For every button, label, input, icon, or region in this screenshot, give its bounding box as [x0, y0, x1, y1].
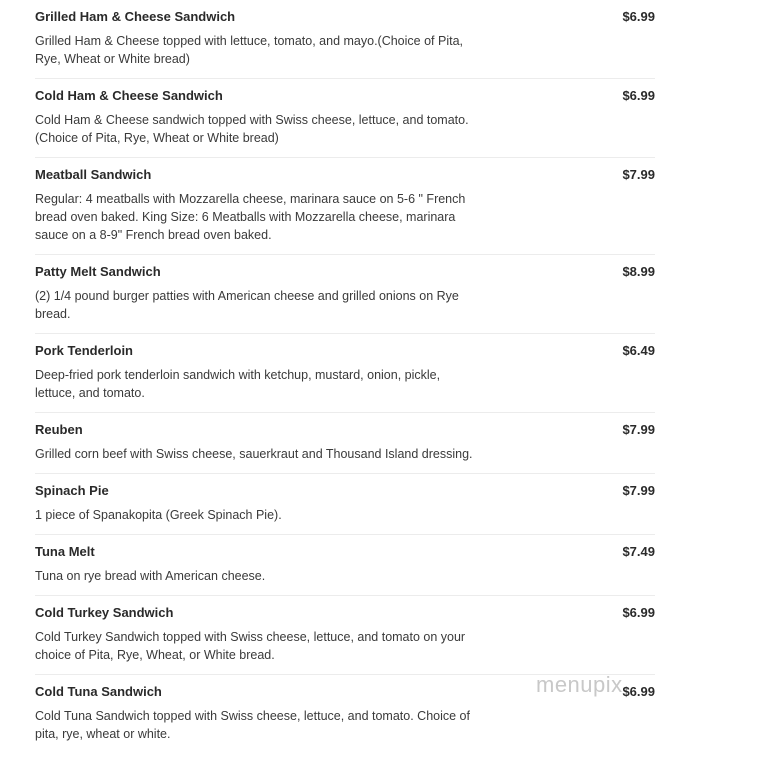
menu-item-header: [35, 167, 655, 185]
menu-item-header: [35, 264, 655, 282]
item-name: Meatball Sandwich: [35, 167, 152, 182]
item-price: $7.99: [622, 483, 655, 498]
item-name: Tuna Melt: [35, 544, 95, 559]
menu-item-header: [35, 343, 655, 361]
item-description: [35, 628, 655, 664]
item-name: Cold Tuna Sandwich: [35, 684, 162, 699]
item-description: [35, 506, 655, 524]
item-name: Reuben: [35, 422, 83, 437]
menu-item-header: [35, 88, 655, 106]
description-line: Deep-fried pork tenderloin sandwich with ketchup, mustard, onion, pickle,: [35, 368, 441, 382]
item-name: Cold Ham & Cheese Sandwich: [35, 88, 223, 103]
item-description: [35, 190, 655, 244]
description-line: lettuce, and tomato.: [35, 386, 145, 400]
description-line: (Choice of Pita, Rye, Wheat or White bread): [35, 131, 279, 145]
item-name: Pork Tenderloin: [35, 343, 133, 358]
item-name: Spinach Pie: [35, 483, 109, 498]
item-price: $6.49: [622, 343, 655, 358]
menu-item: [35, 413, 655, 474]
menu-item-header: [35, 483, 655, 501]
menu-item: [35, 596, 655, 675]
item-price: $6.99: [622, 684, 655, 699]
item-description: [35, 567, 655, 585]
menu-item-header: [35, 605, 655, 623]
description-line: Cold Ham & Cheese sandwich topped with Swiss cheese, lettuce, and tomato.: [35, 113, 469, 127]
item-price: $7.99: [622, 422, 655, 437]
item-price: $7.49: [622, 544, 655, 559]
item-price: $8.99: [622, 264, 655, 279]
description-line: Cold Turkey Sandwich topped with Swiss cheese, lettuce, and tomato on your: [35, 630, 466, 644]
menu-item: [35, 0, 655, 79]
menu-item-header: [35, 544, 655, 562]
description-line: 1 piece of Spanakopita (Greek Spinach Pie).: [35, 508, 282, 522]
menu-item-header: [35, 422, 655, 440]
menu-item: [35, 334, 655, 413]
description-line: Grilled Ham & Cheese topped with lettuce, tomato, and mayo.(Choice of Pita,: [35, 34, 463, 48]
item-price: $6.99: [622, 605, 655, 620]
description-line: Cold Tuna Sandwich topped with Swiss cheese, lettuce, and tomato. Choice of: [35, 709, 470, 723]
item-name: Cold Turkey Sandwich: [35, 605, 174, 620]
watermark-logo: menupix: [536, 672, 623, 697]
description-line: Tuna on rye bread with American cheese.: [35, 569, 266, 583]
item-description: [35, 707, 655, 743]
description-line: Regular: 4 meatballs with Mozzarella cheese, marinara sauce on 5-6 " French: [35, 192, 466, 206]
menu-item: [35, 535, 655, 596]
menu-item: [35, 255, 655, 334]
description-line: choice of Pita, Rye, Wheat, or White bread.: [35, 648, 275, 662]
item-description: [35, 111, 655, 147]
description-line: bread oven baked. King Size: 6 Meatballs with Mozzarella cheese, marinara: [35, 210, 456, 224]
item-description: [35, 366, 655, 402]
item-price: $7.99: [622, 167, 655, 182]
description-line: Rye, Wheat or White bread): [35, 52, 190, 66]
item-name: Grilled Ham & Cheese Sandwich: [35, 9, 236, 24]
item-description: [35, 445, 655, 463]
item-description: [35, 287, 655, 323]
menu-item: [35, 158, 655, 255]
menu-list: [35, 0, 655, 753]
item-price: $6.99: [622, 9, 655, 24]
menu-item-header: [35, 9, 655, 27]
description-line: bread.: [35, 307, 71, 321]
description-line: Grilled corn beef with Swiss cheese, sauerkraut and Thousand Island dressing.: [35, 447, 473, 461]
item-price: $6.99: [622, 88, 655, 103]
description-line: pita, rye, wheat or white.: [35, 727, 171, 741]
menu-item: [35, 474, 655, 535]
description-line: (2) 1/4 pound burger patties with American cheese and grilled onions on Rye: [35, 289, 459, 303]
menu-item: [35, 79, 655, 158]
item-name: Patty Melt Sandwich: [35, 264, 161, 279]
description-line: sauce on a 8-9" French bread oven baked.: [35, 228, 272, 242]
item-description: [35, 32, 655, 68]
